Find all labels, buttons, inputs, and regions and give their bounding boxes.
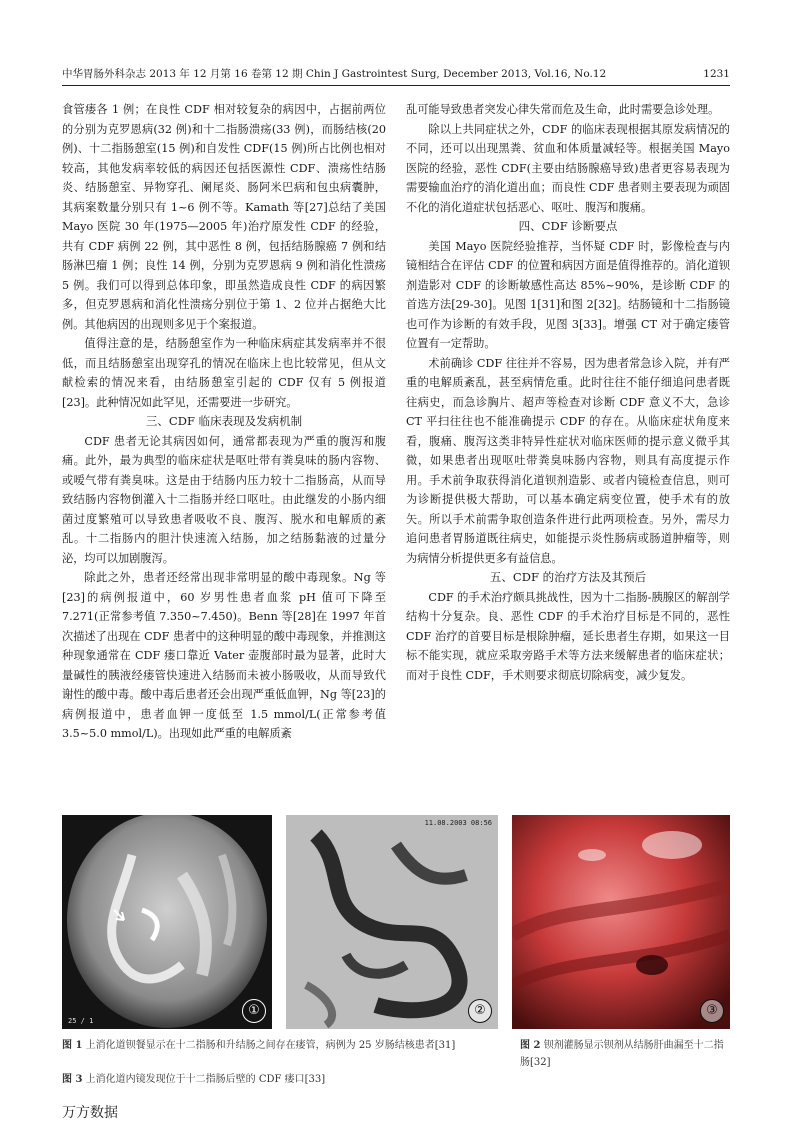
paragraph: 值得注意的是，结肠憩室作为一种临床病症其发病率并不很低，而且结肠憩室出现穿孔的情况在临床上也比较常见，但从文献检索的情况来看，由结肠憩室引起的 CDF 仅有 5 例报道[23]。此种情况如此罕见，还需要进一步研究。 bbox=[62, 337, 386, 409]
header-rule bbox=[62, 85, 730, 86]
footer-watermark: 万方数据 bbox=[62, 1105, 118, 1121]
section-heading: 五、CDF 的治疗方法及其预后 bbox=[489, 570, 647, 584]
figure-1-barium-meal-image bbox=[62, 815, 272, 1029]
image-stamp: 25 / 1 bbox=[68, 1017, 94, 1025]
section-heading: 四、CDF 诊断要点 bbox=[518, 219, 618, 233]
paragraph: CDF 的手术治疗颇具挑战性，因为十二指肠-胰腺区的解剖学结构十分复杂。良、恶性 CDF 的手术治疗目标是不同的，恶性 CDF 治疗的首要目标是根除肿瘤，延长患者生存期，如果这一目标不能实现，就应采取旁路手术等方法来缓解患者的临床症状；而对于良性 CDF，手术则要求彻底切除病变，减少复发。 bbox=[406, 590, 730, 682]
paragraph: 乱可能导致患者突发心律失常而危及生命，此时需要急诊处理。 bbox=[406, 103, 720, 116]
page-number: 1231 bbox=[703, 68, 730, 80]
figure-number-badge: ③ bbox=[700, 999, 724, 1023]
caption-text: 上消化道内镜发现位于十二指肠后壁的 CDF 瘘口[33] bbox=[85, 1074, 326, 1085]
figure-number-badge: ① bbox=[242, 999, 266, 1023]
figure-1-caption bbox=[62, 1037, 502, 1054]
figure-2-barium-enema-image bbox=[286, 815, 498, 1029]
paragraph: 除此之外，患者还经常出现非常明显的酸中毒现象。Ng 等[23]的病例报道中，60 岁男性患者血浆 pH 值可下降至7.271(正常参考值 7.350~7.450)。Benn 等[28]在 1997 年首次描述了出现在 CDF 患者中的这种明显的酸中毒现象，并推测这种现象通常在 CDF 瘘口靠近 Vater 壶腹部时最为显著，此时大量碱性的胰液经瘘管快速进入结肠而未被小肠吸收，从而导致代谢性的酸中毒。酸中毒后患者还会出现严重低血钾，Ng 等[23]的病例报道中，患者血钾一度低至 1.5 mmol/L(正常参考值 3.5~5.0 mmol/L)。出现如此严重的电解质紊 bbox=[62, 571, 386, 740]
right-column bbox=[406, 100, 730, 685]
figure-row bbox=[62, 815, 730, 1029]
image-timestamp: 11.08.2003 08:56 bbox=[424, 819, 492, 827]
paragraph: 美国 Mayo 医院经验推荐，当怀疑 CDF 时，影像检查与内镜相结合在评估 CDF 的位置和病因方面是值得推荐的。消化道钡剂造影对 CDF 的诊断敏感性高达 85%~90%，是诊断 CDF 的首选方法[29-30]。见图 1[31]和图 2[32]。结肠镜和十二指肠镜也可作为诊断的有效手段，见图 3[33]。增强 CT 对于确定瘘管位置有一定帮助。 bbox=[406, 239, 730, 350]
left-column bbox=[62, 100, 386, 744]
paragraph: 除以上共同症状之外，CDF 的临床表现根据其原发病情况的不同，还可以出现黑粪、贫血和体质量减轻等。根据美国 Mayo 医院的经验，恶性 CDF(主要由结肠腺癌导致)患者更容易表现为需要输血治疗的消化道出血；而良性 CDF 患者则主要表现为顽固不化的消化道症状包括恶心、呕吐、腹泻和腹痛。 bbox=[406, 122, 730, 214]
running-header bbox=[62, 66, 730, 82]
paragraph: CDF 患者无论其病因如何，通常都表现为严重的腹泻和腹痛。此外，最为典型的临床症状是呕吐带有粪臭味的肠内容物、或嗳气带有粪臭味。这是由于结肠内压力较十二指肠高，从而导致结肠内容物倒灌入十二指肠并经口呕吐。由此继发的小肠内细菌过度繁殖可以导致患者吸收不良、腹泻、脱水和电解质的紊乱。十二指肠内的胆汁快速流入结肠，加之结肠黏液的过量分泌，均可以加剧腹泻。 bbox=[62, 434, 386, 565]
paragraph: 食管瘘各 1 例；在良性 CDF 相对较复杂的病因中，占据前两位的分别为克罗恩病(32 例)和十二指肠溃疡(33 例)，而肠结核(20 例)、十二指肠憩室(15 例)和自发性 CDF(15 例)所占比例也相对较高，其他发病率较低的病因还包括医源性 CDF、溃疡性结肠炎、结肠憩室、异物穿孔、阑尾炎、肠阿米巴病和包虫病囊肿，其病案数量分别只有 1~6 例不等。Kamath 等[27]总结了美国 Mayo 医院 30 年(1975—2005 年)治疗原发性 CDF 的经验，共有 CDF 病例 22 例，其中恶性 8 例，包括结肠腺癌 7 例和结肠淋巴瘤 1 例；良性 14 例，分别为克罗恩病 9 例和消化性溃疡 5 例。我们可以得到总体印象，即虽然造成良性 CDF 的病因繁多，但克罗恩病和消化性溃疡分别位于第 1、2 位并占据绝大比例。其他病因的出现则多见于个案报道。 bbox=[62, 103, 386, 331]
caption-text: 钡剂灌肠显示钡剂从结肠肝曲漏至十二指肠[32] bbox=[520, 1040, 724, 1068]
caption-label: 图 1 bbox=[62, 1040, 83, 1051]
caption-label: 图 2 bbox=[520, 1040, 541, 1051]
caption-text: 上消化道钡餐显示在十二指肠和升结肠之间存在瘘管，病例为 25 岁肠结核患者[31] bbox=[85, 1040, 456, 1051]
figure-3-endoscopy-image bbox=[512, 815, 730, 1029]
journal-citation: 中华胃肠外科杂志 2013 年 12 月第 16 卷第 12 期 Chin J Gastrointest Surg, December 2013, Vol.16, No.12 bbox=[62, 68, 607, 80]
section-heading: 三、CDF 临床表现及发病机制 bbox=[145, 414, 303, 428]
caption-label: 图 3 bbox=[62, 1074, 83, 1085]
figure-3-caption bbox=[62, 1071, 730, 1088]
figure-number-badge: ② bbox=[468, 999, 492, 1023]
paragraph: 术前确诊 CDF 往往并不容易，因为患者常急诊入院，并有严重的电解质紊乱，甚至病情危重。此时往往不能仔细追问患者既往病史，而急诊胸片、超声等检查对诊断 CDF 意义不大，急诊 CT 平扫往往也不能准确提示 CDF 的存在。从临床症状角度来看，腹痛、腹泻这类非特异性症状对临床医师的提示意义微乎其微，如果患者出现呕吐带粪臭味肠内容物，则具有高度提示作用。手术前争取获得消化道钡剂造影、或者内镜检查信息，则可为诊断提供极大帮助，可以基本确定病变位置，使手术有的放矢。所以手术前需争取创造条件进行此两项检查。另外，需尽力追问患者胃肠道既往病史，如能提示炎性肠病或肠道肿瘤等，则为病情分析提供更多有益信息。 bbox=[406, 356, 730, 565]
figure-2-caption bbox=[520, 1037, 730, 1071]
